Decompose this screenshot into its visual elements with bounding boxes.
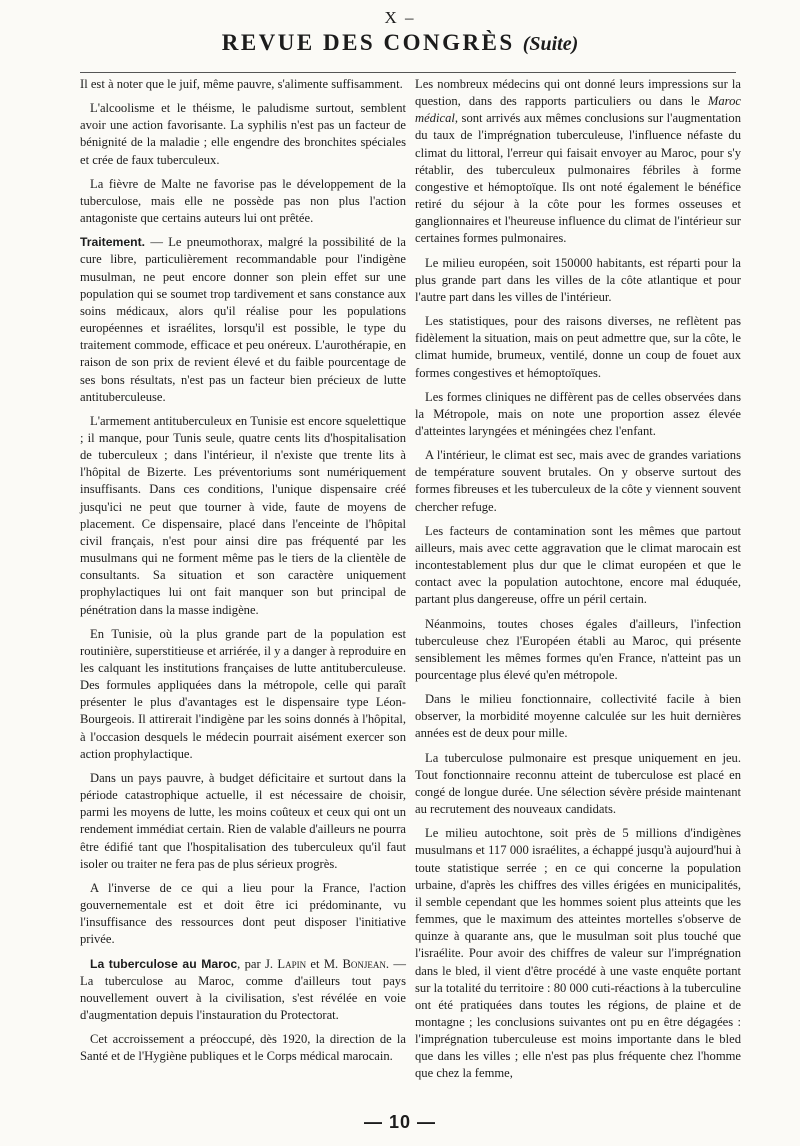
morocco-text: . — La tuberculose au Maroc, comme d'ailleurs tout pays nouvellement ouvert à la civilisation, s'est révélée en voie d'augmentation depuis l'instauration du Protectorat. bbox=[80, 956, 406, 1022]
right-paragraph-8: Dans le milieu fonctionnaire, collectivité facile à bien observer, la morbidité moyenne calculée sur les huit dernières années est de deux pour mille. bbox=[415, 692, 741, 741]
right-paragraph-6: Les facteurs de contamination sont les mêmes que partout ailleurs, mais avec cette aggravation que le climat marocain est incontestablement plus dur que le climat européen et que le contact avec la population autochtone, encore mal éduquée, partant plus dangereuse, offre un péril certain. bbox=[415, 523, 741, 607]
morocco-paragraph bbox=[80, 956, 406, 1025]
right-paragraph-5: A l'intérieur, le climat est sec, mais avec de grandes variations de température souvent brutales. On y observe surtout des formes fibreuses et les tuberculeux de la côte y viennent souvent chercher refuge. bbox=[415, 448, 741, 514]
title-main: REVUE DES CONGRÈS bbox=[221, 30, 515, 55]
treatment-heading: Traitement. bbox=[80, 235, 146, 250]
right-paragraph-3: Les statistiques, pour des raisons diverses, ne reflètent pas fidèlement la situation, mais on peut admettre que, sur la côte, le climat humide, brumeux, ventilé, donne un coup de fouet aux formes congestives et hémoptoïques. bbox=[415, 314, 741, 380]
right-paragraph-1 bbox=[415, 76, 741, 248]
journal-title: Maroc médical bbox=[415, 94, 741, 126]
right-paragraph-10: Le milieu autochtone, soit près de 5 millions d'indigènes musulmans et 117 000 israélites, a échappé jusqu'à aujourd'hui à toute statistique serrée ; en ce qui concerne la population urbaine, d'après les chiffres des villes érigées en municipalités, il semble cependant que les hommes soient plus atteints que les femmes, que le maximum des atteintes mortelles s'observe de quinze à quarante ans, que le musulman soit plus touché que l'israélite. Pour avoir des chiffres de valeur sur l'imprégnation dans le bled, il vient d'être procédé à une vaste enquête portant sur la totalité du territoire : 80 000 cuti-réactions à la tuberculine ont été pratiquées dans toutes les régions, de plaine et de montagne ; les conclusions suivantes ont pu en être dégagées : l'imprégnation tuberculeuse est moins importante dans le bled que dans les villes ; elle n'est pas plus fréquente chez l'homme que chez la femme, bbox=[415, 826, 741, 1081]
right-paragraph-9: La tuberculose pulmonaire est presque uniquement en jeu. Tout fonctionnaire reconnu atteint de tuberculose est placé en congé de longue durée. Une sélection sévère préside maintenant au recrutement des nouveaux candidats. bbox=[415, 750, 741, 817]
title-rule bbox=[80, 72, 736, 73]
left-paragraph-10: Cet accroissement a préoccupé, dès 1920, la direction de la Santé et de l'Hygiène publiques et le Corps médical marocain. bbox=[80, 1032, 406, 1064]
left-paragraph-8: A l'inverse de ce qui a lieu pour la France, l'action gouvernementale est et doit être ici prédominante, vu l'insuffisance des ressources dont peut disposer l'initiative privée. bbox=[80, 880, 406, 947]
treatment-text: — Le pneumothorax, malgré la possibilité de la cure libre, particulièrement recommandable pour l'indigène musulman, ne peut encore donner son plein effet sur une population qui se soumet trop tardivement et sans constance aux soins médicaux, alors qu'il réalise pour les populations européennes et israélites, lorsqu'il est possible, le type du traitement commode, efficace et peu onéreux. L'aurothérapie, en raison de son prix de revient élevé et du faible pourcentage de ses bons résultats, n'est pas un facteur bien précieux de lutte antituberculeuse. bbox=[80, 235, 406, 404]
left-column bbox=[80, 76, 406, 1072]
authors-pre: , par J. bbox=[237, 956, 278, 971]
left-paragraph-2: L'alcoolisme et le théisme, le paludisme surtout, semblent avoir une action favorisante. La syphilis n'est pas un facteur de bénignité de la maladie ; elle engendre des bronchites spéciales et crée de faux tuberculeux. bbox=[80, 101, 406, 167]
left-paragraph-7: Dans un pays pauvre, à budget déficitaire et surtout dans la période catastrophique actuelle, il est nécessaire de choisir, parmi les moyens de lutte, les moins coûteux et ceux qui ont un rendement immédiat certain. Rien de valable d'ailleurs ne pourra être édifié tant que l'hospitalisation des tuberculeux qu'il faut isoler ou traiter ne fera pas de plus sérieux progrès. bbox=[80, 770, 406, 871]
right-column bbox=[415, 76, 741, 1090]
left-paragraph-3: La fièvre de Malte ne favorise pas le développement de la tuberculose, mais elle ne possède pas non plus l'action antagoniste que certains auteurs lui ont prêtée. bbox=[80, 176, 406, 226]
right-paragraph-7: Néanmoins, toutes choses égales d'ailleurs, l'infection tuberculeuse chez l'Européen établi au Maroc, qui présente sensiblement les mêmes formes qu'en France, n'atteint pas un pourcentage plus élevé qu'en métropole. bbox=[415, 616, 741, 682]
left-paragraph-6: En Tunisie, où la plus grande part de la population est routinière, superstitieuse et arriérée, il y a danger à reproduire en les calquant les institutions françaises de lutte antituberculeuse. Des formules appliquées dans la métropole, celle qui paraît présenter le plus d'avantages est le dispensaire type Léon-Bourgeois. Il attirerait l'indigène par les soins donnés à l'hôpital, à l'occasion desquels le médecin pourrait aisément exercer son action prophylactique. bbox=[80, 626, 406, 761]
title-suite: (Suite) bbox=[522, 33, 579, 55]
left-paragraph-1: Il est à noter que le juif, même pauvre, s'alimente suffisamment. bbox=[80, 77, 403, 91]
morocco-heading: La tuberculose au Maroc bbox=[90, 956, 238, 971]
rp1-pre: Les nombreux médecins qui ont donné leurs impressions sur la question, dans des rapports particuliers ou dans le bbox=[415, 77, 741, 109]
treatment-paragraph bbox=[80, 234, 406, 406]
right-paragraph-4: Les formes cliniques ne diffèrent pas de celles observées dans la Métropole, mais on note une proportion assez élevée d'atteintes laryngées et méningées chez l'enfant. bbox=[415, 389, 741, 438]
top-marker: X – bbox=[384, 8, 416, 27]
authors-mid: et M. bbox=[306, 956, 343, 971]
right-paragraph-2: Le milieu européen, soit 150000 habitants, est réparti pour la plus grande part dans les villes de la côte atlantique et pour l'autre part dans les villes de l'intérieur. bbox=[415, 255, 741, 304]
page-number: — 10 — bbox=[363, 1112, 437, 1132]
author-bonjean: Bonjean bbox=[342, 956, 386, 971]
page-title bbox=[0, 30, 800, 56]
left-paragraph-5: L'armement antituberculeux en Tunisie est encore squelettique ; il manque, pour Tunis seule, quatre cents lits d'hospitalisation de tuberculeux ; dans l'intérieur, il n'existe que trente lits à l'hôpital de Bizerte. Les préventoriums sont numériquement insuffisants. Dans ces conditions, l'unique dispensaire créé jusqu'ici ne peut que tourner à vide, faute de moyens de placement. Ce dispensaire, placé dans l'enceinte de l'hôpital civil français, n'est pour ainsi dire pas fréquenté par les musulmans qui ne forment même pas le tiers de la clientèle de consultants. Sa situation et son caractère uniquement prophylactiques lui ont fait manquer son but principal de pénétration dans la masse indigène. bbox=[80, 413, 406, 617]
author-lapin: Lapin bbox=[277, 956, 307, 971]
rp1-post: , sont arrivés aux mêmes conclusions sur l'augmentation du taux de l'imprégnation tuberculeuse, l'influence néfaste du climat du littoral, l'erreur qui faisait envoyer au Maroc, pour s'y rétablir, des tuberculeux pulmonaires fébriles à forme congestive et hémoptoïque. Ils ont noté également le bénéfice retiré du séjour à la côte pour les formes osseuses et ganglionnaires et l'heureuse influence du climat de l'intérieur sur certaines formes pulmonaires. bbox=[415, 111, 741, 246]
